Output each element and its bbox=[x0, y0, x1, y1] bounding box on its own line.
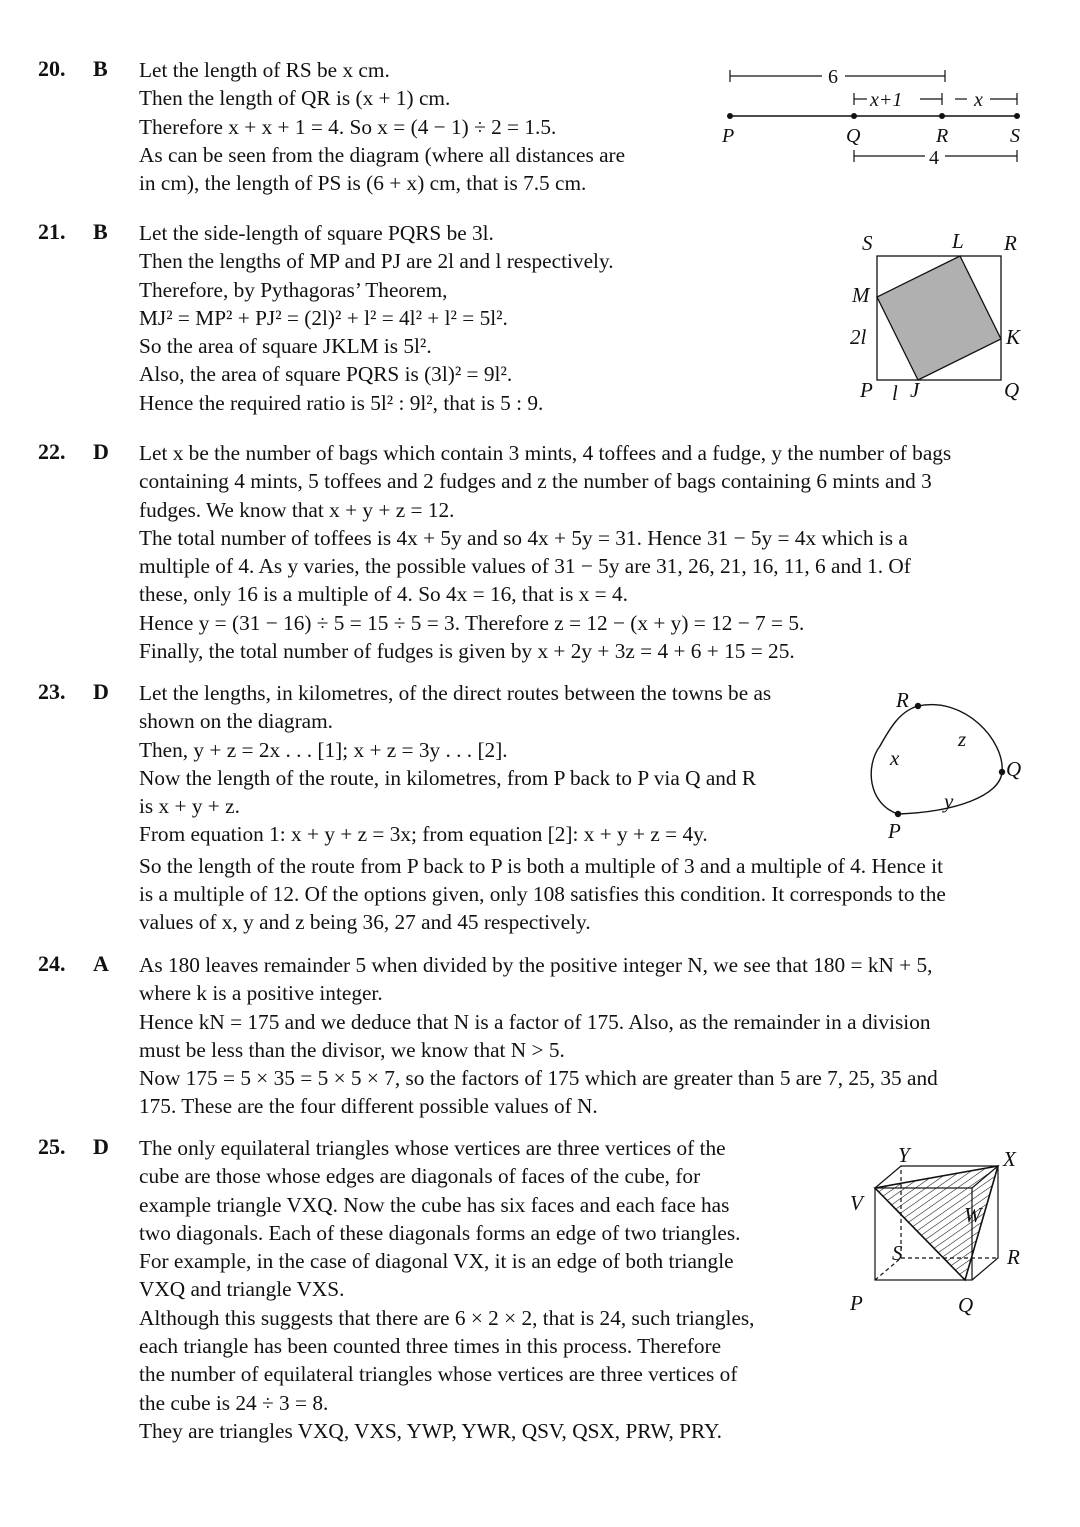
label-P: P bbox=[860, 378, 873, 402]
text-line: Therefore x + x + 1 = 4. So x = (4 − 1) ÷ 2 = 1.5. bbox=[139, 114, 557, 139]
text-line: So the length of the route from P back to P is both a multiple of 3 and a multiple of 4. Hence it bbox=[139, 853, 943, 878]
label-Y: Y bbox=[898, 1143, 910, 1167]
label-X: X bbox=[1003, 1147, 1016, 1171]
squares-diagram bbox=[840, 222, 1040, 412]
label-4: 4 bbox=[929, 147, 939, 169]
text-line: Now the length of the route, in kilometres, from P back to P via Q and R bbox=[139, 765, 757, 790]
answer-letter: D bbox=[93, 679, 109, 704]
text-line: cube are those whose edges are diagonals of faces of the cube, for bbox=[139, 1164, 701, 1189]
answer-letter: D bbox=[93, 1134, 109, 1159]
answer-letter: B bbox=[93, 219, 108, 244]
line-segment-diagram bbox=[720, 60, 1040, 180]
label-l: l bbox=[892, 381, 898, 405]
answer-letter: A bbox=[93, 951, 109, 976]
label-Q: Q bbox=[1006, 757, 1022, 781]
label-M: M bbox=[852, 283, 870, 307]
text-line: They are triangles VXQ, VXS, YWP, YWR, QSV, QSX, PRW, PRY. bbox=[139, 1418, 722, 1443]
label-x: x bbox=[974, 89, 983, 111]
label-W: W bbox=[964, 1203, 982, 1227]
label-L: L bbox=[952, 229, 964, 253]
text-line: is x + y + z. bbox=[139, 794, 240, 819]
text-line: Hence y = (31 − 16) ÷ 5 = 15 ÷ 5 = 3. Therefore z = 12 − (x + y) = 12 − 7 = 5. bbox=[139, 610, 805, 635]
label-V: V bbox=[850, 1191, 863, 1215]
label-y: y bbox=[944, 789, 954, 813]
text-line: must be less than the divisor, we know that N > 5. bbox=[139, 1037, 565, 1062]
text-line: shown on the diagram. bbox=[139, 709, 334, 734]
text-line: Let the length of RS be x cm. bbox=[139, 58, 390, 82]
solution-text bbox=[139, 56, 625, 197]
text-line: containing 4 mints, 5 toffees and 2 fudges and z the number of bags containing 6 mints and 3 bbox=[139, 469, 932, 494]
label-P: P bbox=[888, 819, 901, 843]
text-line: VXQ and triangle VXS. bbox=[139, 1277, 345, 1302]
text-line: example triangle VXQ. Now the cube has six faces and each face has bbox=[139, 1192, 730, 1217]
text-line: For example, in the case of diagonal VX, it is an edge of both triangle bbox=[139, 1249, 734, 1274]
text-line: As can be seen from the diagram (where all distances are bbox=[139, 142, 626, 167]
label-Q: Q bbox=[846, 125, 861, 147]
text-line: The total number of toffees is 4x + 5y and so 4x + 5y = 31. Hence 31 − 5y = 4x which is a bbox=[139, 525, 908, 550]
label-6: 6 bbox=[828, 66, 838, 88]
text-line: the cube is 24 ÷ 3 = 8. bbox=[139, 1390, 329, 1415]
text-line: Let the side-length of square PQRS be 3l. bbox=[139, 221, 494, 245]
text-line: Hence kN = 175 and we deduce that N is a factor of 175. Also, as the remainder in a division bbox=[139, 1009, 931, 1034]
text-line: Also, the area of square PQRS is (3l)² = 9l². bbox=[139, 362, 513, 387]
label-R: R bbox=[1004, 231, 1017, 255]
text-line: the number of equilateral triangles whose vertices are three vertices of bbox=[139, 1362, 738, 1387]
label-P: P bbox=[722, 125, 735, 147]
text-line: The only equilateral triangles whose vertices are three vertices of the bbox=[139, 1136, 726, 1160]
label-Q: Q bbox=[1004, 378, 1020, 402]
text-line: Therefore, by Pythagoras’ Theorem, bbox=[139, 277, 448, 302]
label-S: S bbox=[862, 231, 873, 255]
text-line: is a multiple of 12. Of the options given, only 108 satisfies this condition. It corresponds to the bbox=[139, 882, 946, 907]
text-line: these, only 16 is a multiple of 4. So 4x = 16, that is x = 4. bbox=[139, 582, 628, 607]
label-R: R bbox=[936, 125, 949, 147]
text-line: From equation 1: x + y + z = 3x; from equation [2]: x + y + z = 4y. bbox=[139, 822, 708, 847]
label-S: S bbox=[1010, 125, 1020, 147]
question-number: 21. bbox=[38, 219, 66, 244]
label-K: K bbox=[1006, 325, 1021, 349]
text-line: Finally, the total number of fudges is given by x + 2y + 3z = 4 + 6 + 15 = 25. bbox=[139, 639, 795, 664]
label-2l: 2l bbox=[850, 325, 867, 349]
answer-letter: D bbox=[93, 439, 109, 464]
route-diagram bbox=[860, 686, 1040, 846]
solution-text bbox=[139, 219, 614, 417]
label-x-plus-1: x+1 bbox=[870, 89, 903, 111]
text-line: Although this suggests that there are 6 × 2 × 2, that is 24, such triangles, bbox=[139, 1305, 755, 1330]
solution-text bbox=[139, 679, 946, 937]
label-S: S bbox=[892, 1241, 903, 1265]
text-line: each triangle has been counted three times in this process. Therefore bbox=[139, 1334, 722, 1359]
cube-diagram bbox=[840, 1138, 1040, 1328]
text-line: values of x, y and z being 36, 27 and 45 respectively. bbox=[139, 910, 591, 935]
text-line: Hence the required ratio is 5l² : 9l², that is 5 : 9. bbox=[139, 390, 544, 415]
question-number: 20. bbox=[38, 56, 66, 81]
text-line: Then the length of QR is (x + 1) cm. bbox=[139, 86, 451, 111]
text-line: MJ² = MP² + PJ² = (2l)² + l² = 4l² + l² = 5l². bbox=[139, 305, 508, 330]
text-line: fudges. We know that x + y + z = 12. bbox=[139, 497, 455, 522]
solution-text bbox=[139, 1134, 755, 1445]
text-line: Let the lengths, in kilometres, of the direct routes between the towns be as bbox=[139, 681, 772, 705]
label-R: R bbox=[1007, 1245, 1020, 1269]
label-z: z bbox=[958, 727, 967, 751]
text-line: Then the lengths of MP and PJ are 2l and l respectively. bbox=[139, 249, 614, 274]
question-number: 25. bbox=[38, 1134, 66, 1159]
answer-letter: B bbox=[93, 56, 108, 81]
label-P: P bbox=[850, 1291, 863, 1315]
text-line: Let x be the number of bags which contain 3 mints, 4 toffees and a fudge, y the number of bags bbox=[139, 441, 952, 465]
text-line: Then, y + z = 2x . . . [1]; x + z = 3y . . . [2]. bbox=[139, 737, 508, 762]
text-line: two diagonals. Each of these diagonals forms an edge of two triangles. bbox=[139, 1220, 741, 1245]
label-R: R bbox=[896, 688, 909, 712]
label-x: x bbox=[890, 746, 900, 770]
question-number: 24. bbox=[38, 951, 66, 976]
question-number: 22. bbox=[38, 439, 66, 464]
text-line: where k is a positive integer. bbox=[139, 981, 383, 1006]
text-line: multiple of 4. As y varies, the possible values of 31 − 5y are 31, 26, 21, 16, 11, 6 and 1. Of bbox=[139, 554, 911, 579]
text-line: As 180 leaves remainder 5 when divided by the positive integer N, we see that 180 = kN + 5, bbox=[139, 953, 933, 977]
label-J: J bbox=[910, 378, 920, 402]
label-Q: Q bbox=[958, 1293, 974, 1317]
text-line: 175. These are the four different possible values of N. bbox=[139, 1094, 598, 1119]
text-line: So the area of square JKLM is 5l². bbox=[139, 334, 432, 359]
solution-text bbox=[139, 951, 938, 1121]
solution-text bbox=[139, 439, 951, 665]
text-line: Now 175 = 5 × 35 = 5 × 5 × 7, so the factors of 175 which are greater than 5 are 7, 25, 35 and bbox=[139, 1066, 938, 1091]
text-line: in cm), the length of PS is (6 + x) cm, that is 7.5 cm. bbox=[139, 171, 587, 196]
question-number: 23. bbox=[38, 679, 66, 704]
